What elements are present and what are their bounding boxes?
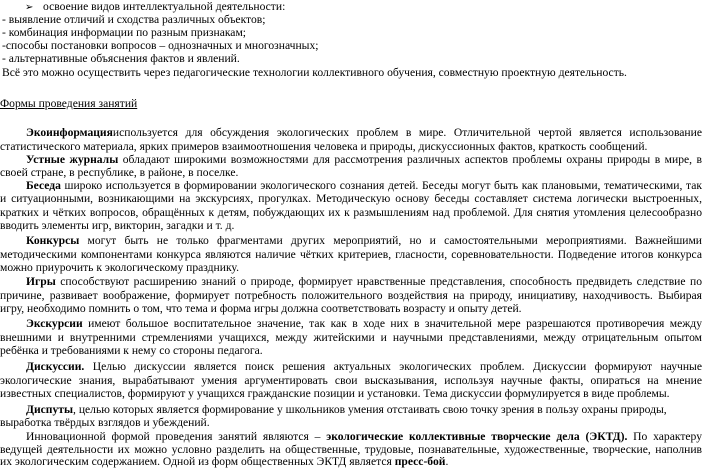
paragraph-talk-line: и ситуационными, возникающими на экскурсиях, прогулках. Методическую основу беседы составляет система логически выстроенных, (0, 192, 702, 205)
paragraph-contest-line: Конкурсы могут быть не только фрагментами других мероприятий, но и самостоятельными мероприятиями. Важнейшими (26, 234, 702, 247)
term-oral: Устные журналы (26, 153, 119, 166)
term-discussion: Дискуссии. (26, 360, 85, 373)
intro-conclusion: Всё это можно осуществить через педагогические технологии коллективного обучения, совместную проектную деятельность. (2, 66, 627, 79)
intro-item: -способы постановки вопросов – однозначных и многозначных; (2, 39, 319, 52)
paragraph-debate-line: выработка твёрдых взглядов и убеждений. (0, 416, 210, 429)
term-games: Игры (26, 275, 56, 288)
paragraph-innov-line: ведущей деятельности их можно условно разделить на общественные, трудовые, познавательные, художественные, творческие, наполнив (0, 443, 702, 456)
paragraph-games-line: причине, развивает воображение, формирует потребность положительного воздействия на природу, инициативу, находчивость. Выбирая (0, 289, 702, 302)
paragraph-contest-line: методическими компонентами конкурса являются наличие чётких критериев, гласности, соревновательности. Подведение итогов конкурса (0, 248, 702, 261)
term-talk: Беседа (26, 179, 61, 192)
paragraph-innov-line: их экологическим содержанием. Одной из форм общественных ЭКТД является пресс-бой. (0, 455, 449, 468)
paragraph-discussion-line: известных специалистов, формируют у учащихся гражданские позиции и установки. Тема дискуссии формулируется в виде проблемы. (0, 387, 670, 400)
term-eco: Экоинформация (26, 126, 113, 139)
paragraph-eco-line: Экоинформацияиспользуется для обсуждения экологических проблем в мире. Отличительной чертой является использование (26, 126, 702, 139)
paragraph-excursion-line: ребёнка и требованиями к нему со стороны педагога. (0, 344, 263, 357)
paragraph-discussion-line: экологические знания, вырабатывают умения аргументировать свои высказывания, используя научные факты, опираться на мнение (0, 374, 702, 387)
paragraph-talk-line: кратких и чётких вопросов, обращённых к детям, побуждающих их к размышлениям над проблемой. Для снятия утомления целесообразно (0, 206, 702, 219)
paragraph-excursion-line: внешними и внутренними стремлениями учащихся, между житейскими и научными представлениями, между отрицательным опытом (0, 331, 702, 344)
paragraph-talk-line: вводить элементы игр, викторин, загадки и т. д. (0, 219, 235, 232)
term-contest: Конкурсы (26, 234, 80, 247)
section-title: Формы проведения занятий (0, 97, 138, 110)
intro-item: - выявление отличий и сходства различных объектов; (2, 13, 266, 26)
term-debate: Диспуты (26, 403, 74, 416)
arrow-bullet-icon: ➢ (25, 2, 34, 13)
paragraph-games-line: Игры способствуют расширению знаний о природе, формирует нравственные представления, способность предвидеть следствие по (26, 275, 702, 288)
paragraph-innov-line: Инновационной формой проведения занятий являются – экологические коллективные творческие дела (ЭКТД). По характеру (26, 430, 702, 443)
term-excursion: Экскурсии (26, 317, 83, 330)
intro-item: - комбинация информации по разным признакам; (2, 26, 247, 39)
paragraph-discussion-line: Дискуссии. Целью дискуссии является поиск решения актуальных экологических проблем. Дискуссии формируют научные (26, 360, 702, 373)
intro-item: - альтернативные объяснения фактов и явлений. (2, 52, 240, 65)
paragraph-debate-line: Диспуты, целью которых является формирование у школьников умения отстаивать свою точку зрения в пользу охраны природы, (26, 403, 667, 416)
paragraph-oral-line: Устные журналы обладают широкими возможностями для рассмотрения различных аспектов проблемы охраны природы в мире, в (26, 153, 702, 166)
paragraph-talk-line: Беседа широко используется в формировании экологического сознания детей. Беседы могут быть как плановыми, тематическими, так (26, 179, 702, 192)
paragraph-oral-line: своей стране, в республике, в районе, в поселке. (0, 166, 239, 179)
term-press-boy: пресс-бой (394, 455, 446, 468)
paragraph-games-line: игру, необходимо помнить о том, что тема и форма игры должна соответствовать возрасту и опыту детей. (0, 302, 522, 315)
paragraph-contest-line: можно приурочить к экологическому празднику. (0, 261, 239, 274)
paragraph-eco-line: статистического материала, ярких примеров взаимоотношения человека и природы, дискуссионных фактов, краткость сообщений. (0, 140, 648, 153)
paragraph-excursion-line: Экскурсии имеют большое воспитательное значение, так как в ходе них в значительной мере разрешаются противоречия между (26, 317, 702, 330)
term-ektd: экологические коллективные творческие дела (ЭКТД). (326, 430, 628, 443)
intro-bullet-text: освоение видов интеллектуальной деятельности: (43, 0, 286, 13)
